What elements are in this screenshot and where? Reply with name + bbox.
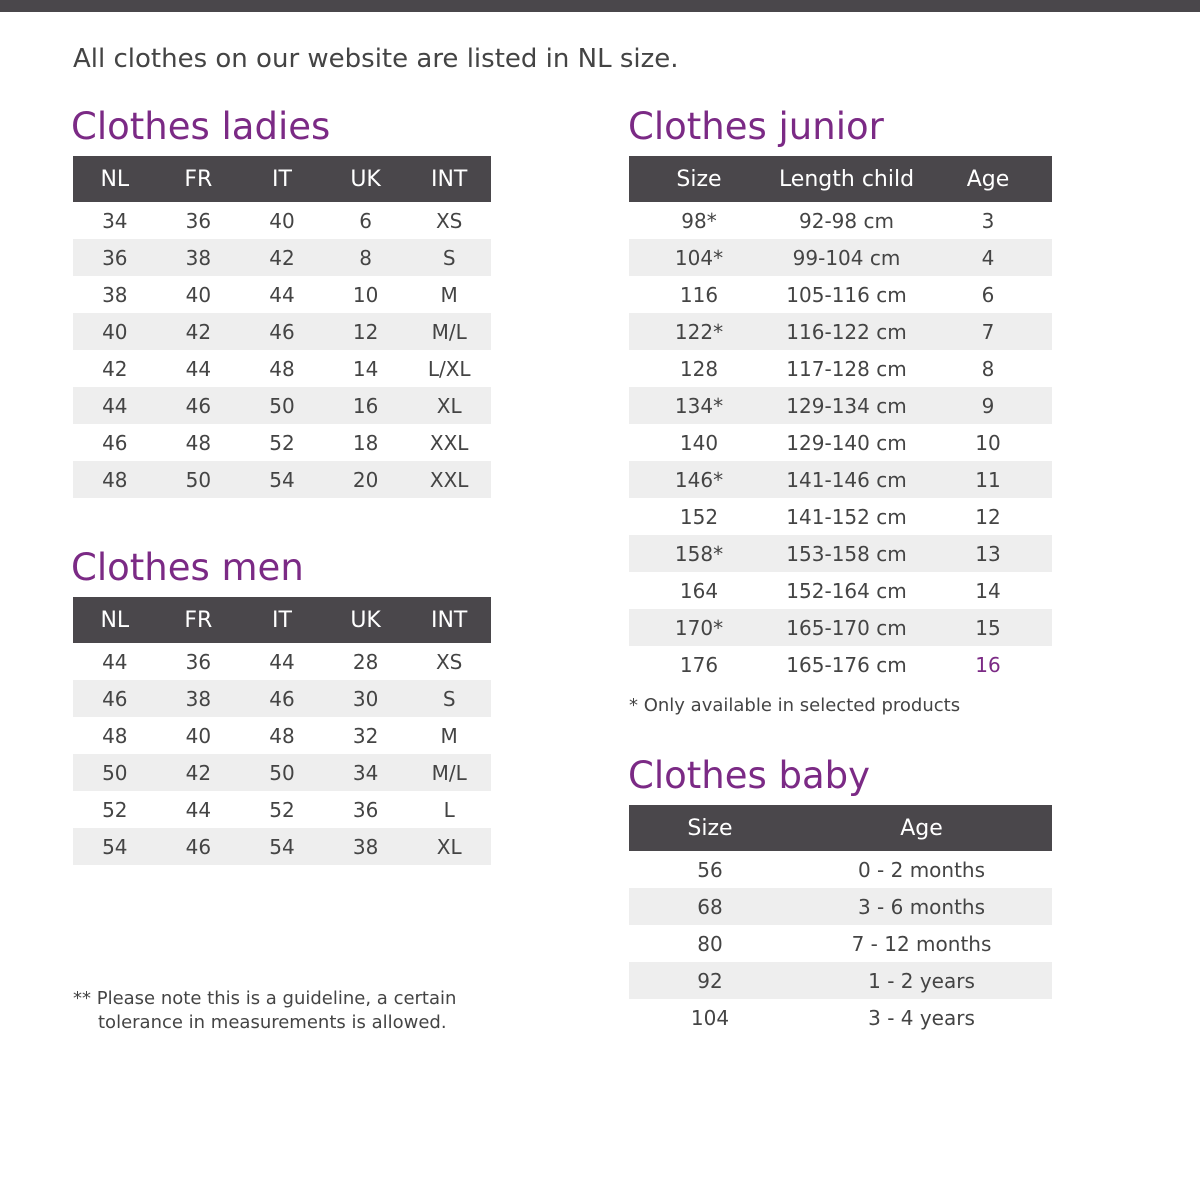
table-cell: 129-140 cm [786, 430, 907, 455]
table-cell: 44 [185, 356, 212, 381]
table-cell: 16 [324, 387, 408, 424]
table-cell: 134* [629, 387, 769, 424]
table-cell: 122* [629, 313, 769, 350]
table-cell: 152-164 cm [786, 578, 907, 603]
table-row [629, 999, 1052, 1036]
table-cell: 52 [102, 797, 128, 822]
table-cell: XXL [429, 430, 469, 455]
table-row [73, 461, 491, 498]
table-header-row [629, 805, 1052, 851]
table-cell: 42 [240, 239, 324, 276]
table-row [629, 461, 1052, 498]
table-row [73, 717, 491, 754]
table-cell: 1 - 2 years [791, 962, 1052, 999]
table-row [629, 572, 1052, 609]
table-cell: 11 [924, 461, 1052, 498]
table-header-row [629, 156, 1052, 202]
table-cell: S [407, 239, 491, 276]
table-cell: 50 [240, 387, 324, 424]
table-cell: 38 [102, 282, 128, 307]
table-cell: 7 - 12 months [851, 931, 992, 956]
table-cell: 38 [157, 680, 241, 717]
table-cell: 10 [975, 430, 1001, 455]
table-cell: 3 - 4 years [868, 1005, 975, 1030]
table-cell: L/XL [427, 356, 471, 381]
column-header: Age [791, 805, 1052, 851]
table-cell: 8 [981, 356, 995, 381]
table-cell: M [440, 282, 458, 307]
table-cell: L [443, 797, 455, 822]
table-cell: M [440, 723, 458, 748]
table-cell: 50 [240, 754, 324, 791]
table-cell: 54 [240, 828, 324, 865]
table-cell: 44 [269, 649, 295, 674]
table-cell: 56 [697, 857, 723, 882]
table-header-row [73, 156, 491, 202]
table-cell: 20 [324, 461, 408, 498]
table-cell: 46 [102, 430, 128, 455]
table-cell: 3 - 6 months [791, 888, 1052, 925]
table-cell: 12 [975, 504, 1001, 529]
table-row [73, 202, 491, 239]
table-cell: 46 [240, 680, 324, 717]
table-cell: 42 [157, 313, 241, 350]
table-row [73, 791, 491, 828]
table-cell: 9 [924, 387, 1052, 424]
table-cell: 0 - 2 months [857, 857, 986, 882]
table-cell: 92 [629, 962, 791, 999]
table-cell: XS [435, 208, 463, 233]
baby-title: Clothes baby [628, 754, 871, 797]
table-cell: 16 [975, 652, 1001, 677]
top-bar [0, 0, 1200, 12]
table-cell: 42 [102, 356, 128, 381]
table-cell: 164 [679, 578, 719, 603]
table-cell: 48 [269, 723, 295, 748]
column-header: NL [73, 597, 157, 643]
table-cell: 158* [629, 535, 769, 572]
table-row [629, 313, 1052, 350]
ladies-size-table [73, 156, 491, 498]
table-cell: 38 [157, 239, 241, 276]
table-cell: 116 [679, 282, 719, 307]
table-cell: 54 [240, 461, 324, 498]
table-cell: 44 [102, 649, 128, 674]
table-cell: 46 [240, 313, 324, 350]
table-cell: 13 [924, 535, 1052, 572]
table-cell: 46 [157, 387, 241, 424]
table-cell: 52 [269, 430, 295, 455]
table-cell: 28 [352, 649, 379, 674]
table-row [73, 239, 491, 276]
table-cell: 165-170 cm [769, 609, 924, 646]
table-row [629, 387, 1052, 424]
table-row [73, 643, 491, 680]
column-header: Age [924, 156, 1052, 202]
column-header: Length child [769, 156, 924, 202]
table-cell: 3 [981, 208, 995, 233]
table-cell: 34 [324, 754, 408, 791]
column-header: FR [157, 597, 241, 643]
table-cell: 40 [185, 282, 212, 307]
table-cell: 4 [924, 239, 1052, 276]
table-cell: 38 [324, 828, 408, 865]
table-cell: 141-152 cm [786, 504, 907, 529]
table-cell: 30 [324, 680, 408, 717]
table-cell: 36 [73, 239, 157, 276]
table-cell: 18 [352, 430, 379, 455]
table-row [73, 387, 491, 424]
table-cell: 104* [629, 239, 769, 276]
table-cell: 8 [324, 239, 408, 276]
table-cell: 48 [102, 723, 128, 748]
table-cell: 6 [359, 208, 372, 233]
table-cell: XS [435, 649, 463, 674]
table-cell: 105-116 cm [786, 282, 907, 307]
table-row [629, 239, 1052, 276]
table-cell: 46 [73, 680, 157, 717]
column-header: INT [407, 597, 491, 643]
table-cell: 99-104 cm [769, 239, 924, 276]
table-cell: 14 [975, 578, 1001, 603]
table-row [629, 851, 1052, 888]
table-cell: 140 [679, 430, 719, 455]
table-row [73, 424, 491, 461]
table-cell: 36 [185, 208, 212, 233]
table-cell: 117-128 cm [786, 356, 907, 381]
table-cell: 152 [679, 504, 719, 529]
table-cell: 32 [352, 723, 379, 748]
table-row [73, 828, 491, 865]
column-header: Size [629, 156, 769, 202]
column-header: Size [629, 805, 791, 851]
column-header: IT [240, 156, 324, 202]
column-header: NL [73, 156, 157, 202]
table-cell: 34 [102, 208, 128, 233]
table-cell: 68 [629, 888, 791, 925]
table-cell: 40 [185, 723, 212, 748]
table-row [73, 350, 491, 387]
table-cell: 54 [73, 828, 157, 865]
table-row [629, 535, 1052, 572]
table-cell: 6 [981, 282, 995, 307]
junior-size-table [629, 156, 1052, 683]
table-cell: 129-134 cm [769, 387, 924, 424]
table-cell: 146* [629, 461, 769, 498]
table-cell: XXL [407, 461, 491, 498]
column-header: FR [157, 156, 241, 202]
column-header: UK [324, 597, 408, 643]
table-cell: 36 [352, 797, 379, 822]
men-title: Clothes men [71, 546, 304, 589]
guideline-note-line: tolerance in measurements is allowed. [98, 1012, 447, 1033]
table-cell: XL [407, 828, 491, 865]
table-row [629, 925, 1052, 962]
baby-size-table [629, 805, 1052, 1036]
table-cell: 153-158 cm [769, 535, 924, 572]
table-cell: 176 [679, 652, 719, 677]
table-row [629, 202, 1052, 239]
table-cell: 36 [185, 649, 212, 674]
table-row [629, 888, 1052, 925]
column-header: IT [240, 597, 324, 643]
table-header-row [73, 597, 491, 643]
guideline-note [73, 987, 456, 1035]
guideline-note-line: ** Please note this is a guideline, a certain [73, 988, 457, 1009]
table-row [629, 962, 1052, 999]
intro-text: All clothes on our website are listed in NL size. [73, 44, 679, 74]
table-cell: 12 [324, 313, 408, 350]
table-cell: XL [407, 387, 491, 424]
table-cell: 50 [73, 754, 157, 791]
table-row [629, 498, 1052, 535]
junior-footnote: * Only available in selected products [629, 695, 961, 716]
table-cell: 170* [629, 609, 769, 646]
table-row [629, 424, 1052, 461]
table-cell: 141-146 cm [769, 461, 924, 498]
table-row [73, 313, 491, 350]
table-row [73, 680, 491, 717]
table-cell: M/L [407, 313, 491, 350]
table-cell: 7 [924, 313, 1052, 350]
table-row [629, 276, 1052, 313]
junior-title: Clothes junior [628, 105, 884, 148]
table-cell: 116-122 cm [769, 313, 924, 350]
table-cell: 80 [697, 931, 723, 956]
table-cell: 128 [679, 356, 719, 381]
column-header: INT [407, 156, 491, 202]
table-row [629, 350, 1052, 387]
table-cell: 10 [352, 282, 379, 307]
table-cell: 92-98 cm [799, 208, 894, 233]
table-cell: 48 [73, 461, 157, 498]
table-cell: 104 [690, 1005, 730, 1030]
table-cell: M/L [407, 754, 491, 791]
table-cell: 15 [924, 609, 1052, 646]
table-cell: 50 [157, 461, 241, 498]
table-cell: 44 [73, 387, 157, 424]
table-row [629, 646, 1052, 683]
table-cell: 14 [352, 356, 379, 381]
table-cell: 40 [73, 313, 157, 350]
table-cell: 52 [269, 797, 295, 822]
table-cell: 44 [185, 797, 212, 822]
table-cell: S [407, 680, 491, 717]
table-row [73, 754, 491, 791]
table-cell: 48 [185, 430, 212, 455]
table-cell: 98* [681, 208, 717, 233]
table-cell: 46 [157, 828, 241, 865]
table-cell: 42 [157, 754, 241, 791]
table-cell: 48 [269, 356, 295, 381]
ladies-title: Clothes ladies [71, 105, 331, 148]
table-cell: 44 [269, 282, 295, 307]
table-cell: 40 [269, 208, 295, 233]
column-header: UK [324, 156, 408, 202]
table-row [629, 609, 1052, 646]
table-row [73, 276, 491, 313]
table-cell: 165-176 cm [786, 652, 907, 677]
men-size-table [73, 597, 491, 865]
